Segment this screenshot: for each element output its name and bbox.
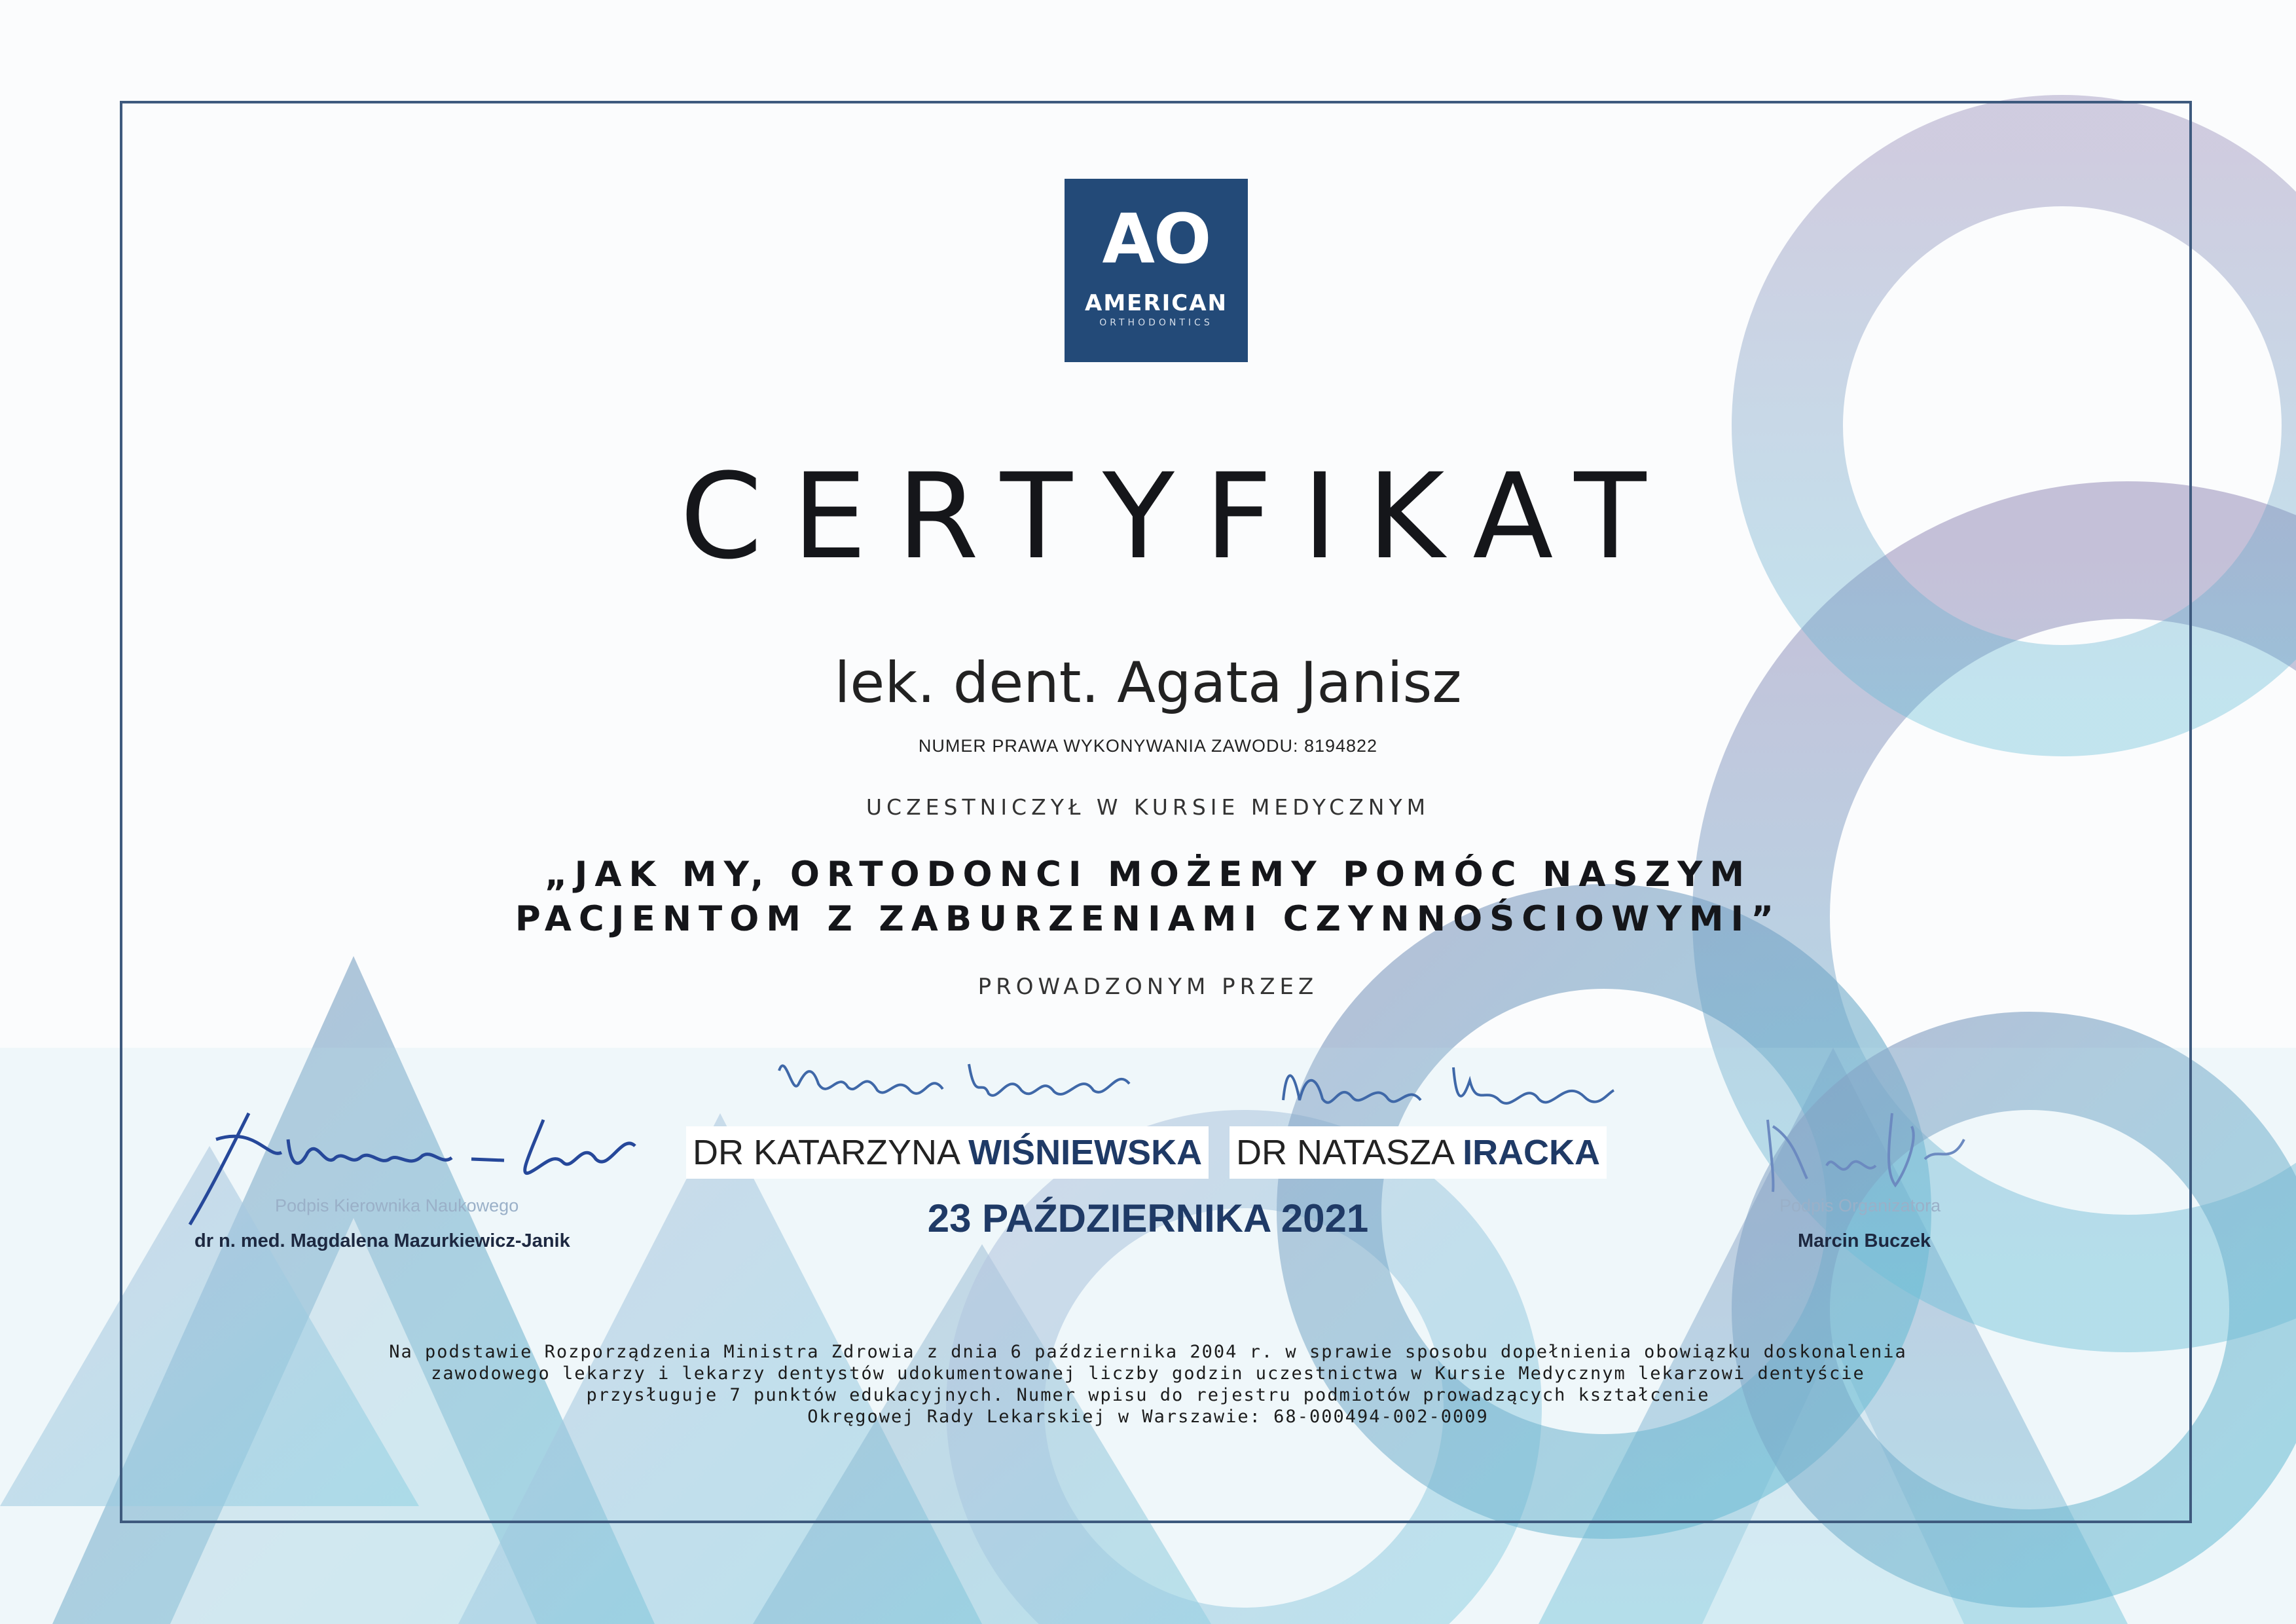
lecturer-iracka-last: IRACKA (1463, 1133, 1601, 1172)
recipient-name: lek. dent. Agata Janisz (834, 650, 1462, 716)
course-title-line2: PACJENTOM Z ZABURZENIAMI CZYNNOŚCIOWYMI” (515, 899, 1781, 939)
signature-organizer (1755, 1100, 1977, 1198)
footer-line-2: zawodowego lekarzy i lekarzy dentystów udokumentowanej liczby godzin uczestnictwa w Kursie Medycznym lekarzowi dentyście (431, 1363, 1865, 1384)
logo-monogram: AO (1102, 199, 1211, 279)
left-signatory-name: dr n. med. Magdalena Mazurkiewicz-Janik (194, 1230, 570, 1251)
lecturer-iracka (1230, 1126, 1607, 1179)
lecturer-wisniewska (686, 1126, 1209, 1179)
course-date: 23 PAŹDZIERNIKA 2021 (927, 1196, 1369, 1240)
footer-line-1: Na podstawie Rozporządzenia Ministra Zdrowia z dnia 6 października 2004 r. w sprawie sposobu dopełnienia obowiązku doskonalenia (389, 1342, 1907, 1362)
lecturer-iracka-first: DR NATASZA (1236, 1133, 1453, 1172)
footer-line-3: przysługuje 7 punktów edukacyjnych. Numer wpisu do rejestru podmiotów prowadzących kształcenie (586, 1385, 1710, 1405)
legal-footer (0, 1341, 2296, 1428)
right-signatory-name: Marcin Buczek (1798, 1230, 1931, 1251)
course-title (0, 853, 2296, 942)
left-signature-caption: Podpis Kierownika Naukowego (275, 1196, 519, 1215)
logo-line2: ORTHODONTICS (1099, 318, 1213, 328)
footer-line-4: Okręgowej Rady Lekarskiej w Warszawie: 68-000494-002-0009 (807, 1407, 1489, 1427)
right-signature-caption: Podpis Organizatora (1779, 1196, 1941, 1215)
lecturer-signature-wisniewska (773, 1044, 1139, 1116)
license-number: NUMER PRAWA WYKONYWANIA ZAWODU: 8194822 (918, 736, 1378, 756)
participation-statement: UCZESTNICZYŁ W KURSIE MEDYCZNYM (866, 794, 1430, 820)
lecturer-wisniewska-first: DR KATARZYNA (693, 1133, 959, 1172)
lecturer-signature-iracka (1277, 1054, 1617, 1120)
course-title-line1: „JAK MY, ORTODONCI MOŻEMY POMÓC NASZYM (544, 855, 1752, 895)
led-by-label: PROWADZONYM PRZEZ (977, 974, 1319, 1000)
american-orthodontics-logo (1065, 179, 1248, 362)
lecturer-wisniewska-last: WIŚNIEWSKA (968, 1133, 1203, 1172)
logo-line1: AMERICAN (1085, 290, 1228, 316)
certificate-title: CERTYFIKAT (680, 449, 1677, 585)
